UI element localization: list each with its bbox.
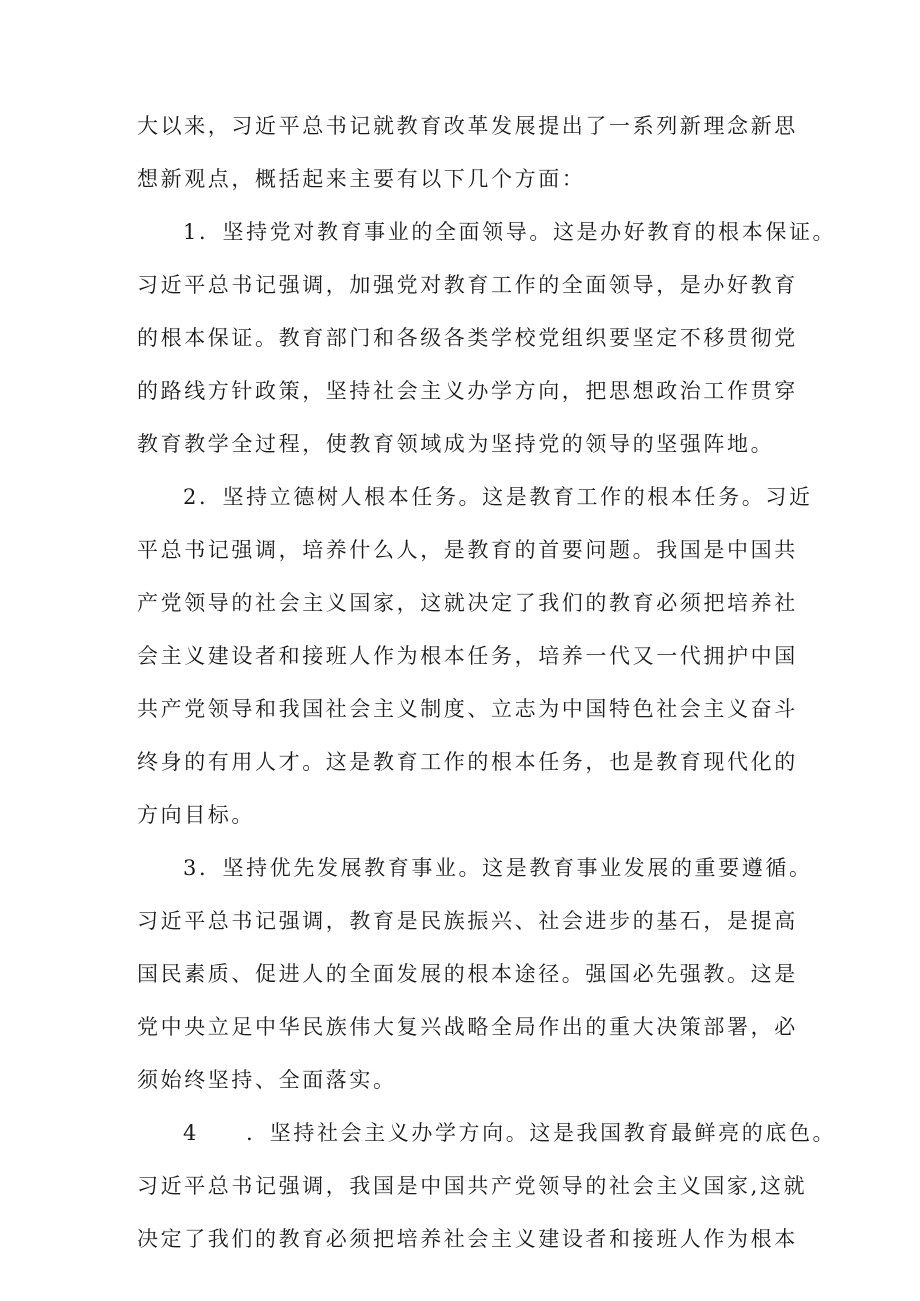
text-line: 的路线方针政策，坚持社会主义办学方向，把思想政治工作贯穿 — [137, 379, 798, 403]
text-line: 须始终坚持、全面落实。 — [137, 1068, 397, 1092]
text-line: 3．坚持优先发展教育事业。这是教育事业发展的重要遵循。 — [183, 856, 813, 880]
text-line: 习近平总书记强调，加强党对教育工作的全面领导，是办好教育 — [137, 273, 798, 297]
text-line: 终身的有用人才。这是教育工作的根本任务，也是教育现代化的 — [137, 750, 798, 774]
text-line: 产党领导的社会主义国家，这就决定了我们的教育必须把培养社 — [137, 591, 798, 615]
text-line: 大以来，习近平总书记就教育改革发展提出了一系列新理念新思 — [137, 114, 798, 138]
text-line: 习近平总书记强调，我国是中国共产党领导的社会主义国家,这就 — [137, 1174, 808, 1198]
text-line: 教育教学全过程，使教育领域成为坚持党的领导的坚强阵地。 — [137, 432, 775, 456]
text-line: 决定了我们的教育必须把培养社会主义建设者和接班人作为根本 — [137, 1227, 798, 1251]
text-line: 习近平总书记强调，教育是民族振兴、社会进步的基石，是提高 — [137, 909, 798, 933]
text-line: 国民素质、促进人的全面发展的根本途径。强国必先强教。这是 — [137, 962, 798, 986]
text-line: 共产党领导和我国社会主义制度、立志为中国特色社会主义奋斗 — [137, 697, 798, 721]
text-line: 想新观点，概括起来主要有以下几个方面： — [137, 167, 586, 191]
text-line: 党中央立足中华民族伟大复兴战略全局作出的重大决策部署，必 — [137, 1015, 798, 1039]
text-line: 的根本保证。教育部门和各级各类学校党组织要坚定不移贯彻党 — [137, 326, 798, 350]
text-line: 1．坚持党对教育事业的全面领导。这是办好教育的根本保证。 — [183, 220, 837, 244]
text-line: 平总书记强调，培养什么人，是教育的首要问题。我国是中国共 — [137, 538, 798, 562]
text-line: 会主义建设者和接班人作为根本任务，培养一代又一代拥护中国 — [137, 644, 798, 668]
text-line: 4 ．坚持社会主义办学方向。这是我国教育最鲜亮的底色。 — [183, 1121, 837, 1145]
text-line: 2．坚持立德树人根本任务。这是教育工作的根本任务。习近 — [183, 485, 813, 509]
text-line: 方向目标。 — [137, 803, 255, 827]
